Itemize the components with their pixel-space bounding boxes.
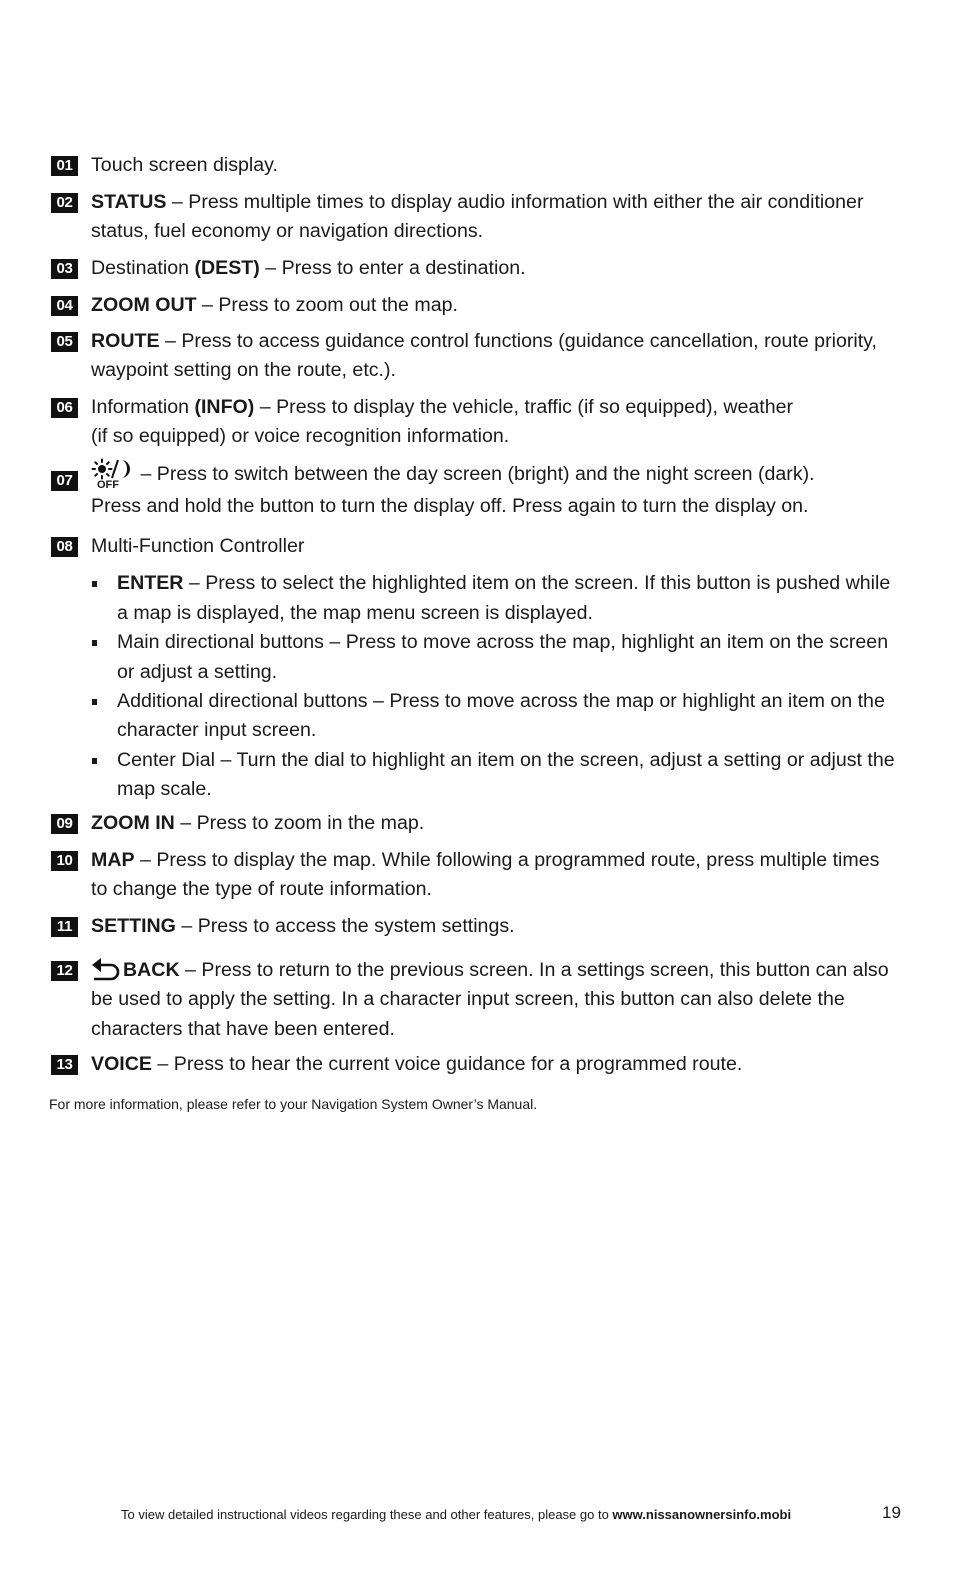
item-description: – Press to return to the previous screen. In a settings screen, this button can also be used to apply the setting. In a character input screen, this button can also delete the characters that have been entered. bbox=[91, 959, 889, 1040]
button-name: MAP bbox=[91, 849, 135, 871]
icon-off-label: OFF bbox=[97, 479, 119, 491]
day-night-off-icon bbox=[91, 458, 135, 492]
bullet-marker bbox=[92, 640, 97, 646]
item-number: 03 bbox=[51, 259, 78, 279]
item-description: – Press to enter a destination. bbox=[259, 257, 526, 279]
button-name: ROUTE bbox=[91, 330, 160, 352]
list-item bbox=[91, 628, 901, 687]
controller-bullet-list bbox=[91, 569, 901, 804]
item-number: 01 bbox=[51, 156, 78, 176]
item-number: 07 bbox=[51, 471, 78, 491]
button-name: BACK bbox=[123, 959, 180, 981]
item-05 bbox=[51, 331, 901, 386]
item-number: 08 bbox=[51, 537, 78, 557]
item-number: 02 bbox=[51, 193, 78, 213]
item-number: 09 bbox=[51, 814, 78, 834]
item-12 bbox=[51, 960, 901, 1044]
bullet-marker bbox=[92, 699, 97, 705]
item-04 bbox=[51, 295, 901, 320]
bullet-text: Additional directional buttons – Press to move across the map or highlight an item on the character input screen. bbox=[117, 690, 885, 742]
bullet-marker bbox=[92, 758, 97, 764]
bullet-text: – Press to select the highlighted item on the screen. If this button is pushed while a map is displayed, the map menu screen is displayed. bbox=[117, 572, 891, 624]
item-description: – Press to zoom in the map. bbox=[174, 812, 425, 834]
bullet-text: Center Dial – Turn the dial to highlight an item on the screen, adjust a setting or adjust the map scale. bbox=[117, 748, 895, 801]
item-description: – Press to display the vehicle, traffic (if so equipped), weather bbox=[254, 396, 794, 418]
item-02 bbox=[51, 192, 901, 247]
item-description-line2: Press and hold the button to turn the display off. Press again to turn the display on. bbox=[91, 495, 809, 517]
item-11 bbox=[51, 916, 901, 941]
item-prefix: Destination bbox=[91, 257, 195, 279]
item-10 bbox=[51, 850, 901, 905]
bullet-marker bbox=[92, 581, 97, 587]
list-item bbox=[91, 746, 901, 805]
item-03 bbox=[51, 258, 901, 283]
footer-link[interactable]: www.nissanownersinfo.mobi bbox=[612, 1507, 792, 1522]
page-number: 19 bbox=[882, 1503, 901, 1522]
item-number: 10 bbox=[51, 851, 78, 871]
item-text: Touch screen display. bbox=[91, 154, 278, 176]
bullet-text: Main directional buttons – Press to move across the map, highlight an item on the screen or adjust a setting. bbox=[117, 631, 889, 683]
item-13 bbox=[51, 1054, 901, 1079]
button-name: (DEST) bbox=[194, 257, 260, 279]
item-description: – Press to display the map. While following a programmed route, press multiple times to change the type of route information. bbox=[91, 849, 880, 901]
item-number: 11 bbox=[51, 917, 78, 937]
item-description: – Press to access the system settings. bbox=[175, 915, 515, 937]
button-name: ZOOM IN bbox=[91, 812, 175, 834]
page-footer bbox=[121, 1506, 791, 1524]
item-number: 12 bbox=[51, 961, 78, 981]
item-description: – Press to zoom out the map. bbox=[196, 294, 458, 316]
item-text: Multi-Function Controller bbox=[91, 535, 305, 557]
item-number: 04 bbox=[51, 296, 78, 316]
button-name: SETTING bbox=[91, 915, 176, 937]
back-arrow-icon bbox=[91, 957, 123, 981]
button-name: VOICE bbox=[91, 1053, 152, 1075]
item-number: 13 bbox=[51, 1055, 78, 1075]
item-description: – Press to hear the current voice guidance for a programmed route. bbox=[151, 1053, 743, 1075]
item-09 bbox=[51, 813, 901, 838]
item-description: – Press multiple times to display audio information with either the air conditioner status, fuel economy or navigation directions. bbox=[91, 191, 864, 243]
button-name: ZOOM OUT bbox=[91, 294, 197, 316]
item-description-line2: (if so equipped) or voice recognition information. bbox=[91, 425, 510, 448]
item-description: – Press to access guidance control functions (guidance cancellation, route priority, waypoint setting on the route, etc.). bbox=[91, 330, 877, 382]
item-06 bbox=[51, 397, 901, 452]
item-number: 06 bbox=[51, 398, 78, 418]
footnote: For more information, please refer to your Navigation System Owner’s Manual. bbox=[49, 1096, 538, 1112]
list-item bbox=[91, 569, 901, 628]
footer-text: To view detailed instructional videos regarding these and other features, please go to bbox=[121, 1507, 613, 1522]
item-08 bbox=[51, 536, 901, 805]
list-item bbox=[91, 687, 901, 746]
button-name: (INFO) bbox=[194, 396, 255, 418]
item-01 bbox=[51, 155, 901, 180]
button-name: STATUS bbox=[91, 191, 167, 213]
item-07 bbox=[51, 463, 901, 521]
item-prefix: Information bbox=[91, 396, 195, 418]
item-description: – Press to switch between the day screen (bright) and the night screen (dark). bbox=[135, 463, 815, 486]
button-name: ENTER bbox=[117, 572, 184, 595]
item-number: 05 bbox=[51, 332, 78, 352]
